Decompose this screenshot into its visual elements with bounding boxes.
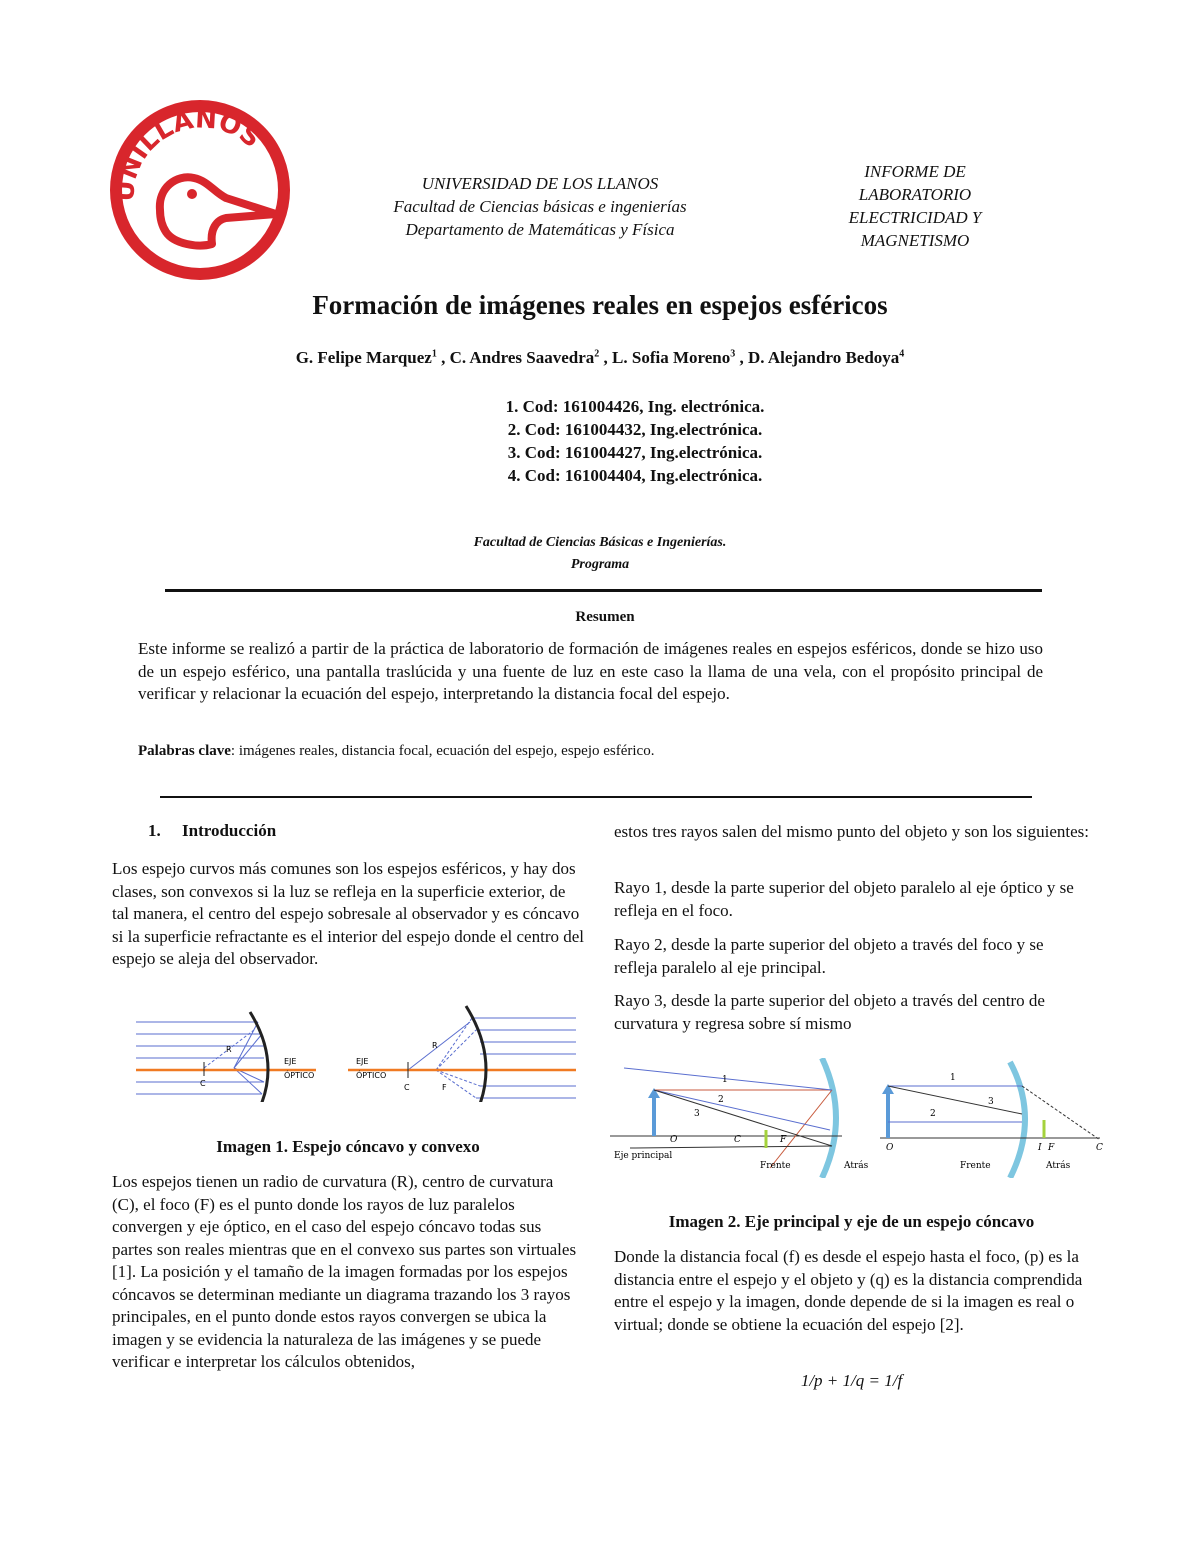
svg-text:ÓPTICO: ÓPTICO xyxy=(356,1071,387,1080)
code-line: 3. Cod: 161004427, Ing.electrónica. xyxy=(507,443,763,462)
mirror-equation: 1/p + 1/q = 1/f xyxy=(800,1371,903,1390)
logo-text: UNILLANOS xyxy=(110,104,267,203)
divider xyxy=(165,589,1042,592)
svg-text:O: O xyxy=(670,1135,678,1145)
svg-text:C: C xyxy=(404,1083,410,1092)
svg-text:C: C xyxy=(200,1079,206,1088)
unillanos-logo xyxy=(108,98,292,282)
svg-text:3: 3 xyxy=(694,1109,700,1119)
author: C. Andres Saavedra xyxy=(449,348,595,367)
intro-paragraph: Los espejo curvos más comunes son los espejos esféricos, y hay dos clases, son convexos si la luz se refleja en la superficie exterior, de tal manera, el centro del espejo sobresale al observador y es cóncavo si la superficie refractante es el interior del espejo donde el centro del espejo se aleja del observador. xyxy=(112,859,585,968)
keywords xyxy=(138,743,1043,760)
code-line: 2. Cod: 161004432, Ing.electrónica. xyxy=(507,420,763,439)
svg-text:F: F xyxy=(1048,1143,1055,1153)
svg-text:F: F xyxy=(442,1083,447,1092)
author: D. Alejandro Bedoya xyxy=(748,348,900,367)
svg-text:R: R xyxy=(432,1041,438,1050)
figure-principal-axis xyxy=(610,1058,1110,1178)
svg-text:2: 2 xyxy=(718,1095,724,1105)
authors-line: G. Felipe Marquez$^1$ , C. Andres Saavedra$^2$ , L. Sofia Moreno$^3$ , D. Alejandro Bedoya$^4$ xyxy=(295,348,905,367)
university-name: UNIVERSIDAD DE LOS LLANOS xyxy=(421,174,659,193)
svg-text:O: O xyxy=(886,1143,894,1153)
ray2-description: Rayo 2, desde la parte superior del objeto a través del foco y se refleja paralelo al eje principal. xyxy=(614,935,1044,977)
report-type: INFORME DE LABORATORIO ELECTRICIDAD Y MAGNETISMO xyxy=(848,162,982,250)
department-name: Departamento de Matemáticas y Física xyxy=(405,220,675,239)
author: G. Felipe Marquez xyxy=(295,348,432,367)
svg-text:F: F xyxy=(780,1135,787,1145)
figure2-caption: Imagen 2. Eje principal y eje de un espejo cóncavo xyxy=(668,1212,1035,1231)
faculty-line: Facultad de Ciencias Básicas e Ingenierías. xyxy=(473,535,727,550)
ray3-description: Rayo 3, desde la parte superior del objeto a través del centro de curvatura y regresa sobre sí mismo xyxy=(614,991,1045,1033)
figure-concave-convex xyxy=(136,1002,576,1102)
divider xyxy=(160,796,1032,798)
svg-text:Atrás: Atrás xyxy=(844,1161,869,1171)
svg-text:1: 1 xyxy=(722,1075,728,1085)
faculty-name: Facultad de Ciencias básicas e ingenierías xyxy=(393,197,687,216)
svg-text:Frente: Frente xyxy=(960,1161,991,1171)
paragraph: estos tres rayos salen del mismo punto del objeto y son los siguientes: xyxy=(614,822,1090,841)
paragraph: Donde la distancia focal (f) es desde el espejo hasta el foco, (p) es la distancia entre el espejo y el objeto y (q) es la distancia comprendida entre el espejo y la imagen, donde depende de si la imagen es real o virtual; donde se obtiene la ecuación del espejo [2]. xyxy=(614,1247,1083,1334)
author-codes xyxy=(0,395,1200,487)
svg-text:2: 2 xyxy=(930,1109,936,1119)
svg-text:R: R xyxy=(226,1045,232,1054)
program-line: Programa xyxy=(570,557,630,572)
svg-text:EJE: EJE xyxy=(284,1057,297,1066)
abstract-heading: Resumen xyxy=(575,609,635,625)
svg-text:Frente: Frente xyxy=(760,1161,791,1171)
ray1-description: Rayo 1, desde la parte superior del objeto paralelo al eje óptico y se refleja en el foco. xyxy=(614,878,1074,920)
section-heading: 1. Introducción xyxy=(148,821,277,840)
keywords-list: : imágenes reales, distancia focal, ecuación del espejo, espejo esférico. xyxy=(230,743,655,759)
svg-text:C: C xyxy=(734,1135,741,1145)
svg-text:1: 1 xyxy=(950,1073,956,1083)
svg-text:Eje principal: Eje principal xyxy=(614,1151,673,1161)
svg-text:I: I xyxy=(1038,1143,1042,1153)
svg-text:Atrás: Atrás xyxy=(1046,1161,1071,1171)
paragraph: Los espejos tienen un radio de curvatura (R), centro de curvatura (C), el foco (F) es el punto donde los rayos de luz paralelos convergen y eje óptico, en el caso del espejo cóncavo todas sus partes son reales mientras que en el convexo sus partes son virtuales [1]. La posición y el tamaño de la imagen formadas por los espejos cóncavos se determinan mediante un diagrama trazando los 3 rayos principales, en el punto donde estos rayos convergen se ubica la imagen y se evidencia la naturaleza de las imágenes y se puede verificar e interpretar los cálculos obtenidos, xyxy=(112,1172,577,1371)
svg-text:UNILLANOS xyxy=(110,104,266,202)
paper-title: Formación de imágenes reales en espejos esféricos xyxy=(312,290,888,320)
faculty-program xyxy=(0,532,1200,576)
abstract-text: Este informe se realizó a partir de la práctica de laboratorio de formación de imágenes reales en espejos esféricos, donde se hizo uso de un espejo esférico, una pantalla traslúcida y una fuente de luz en este caso la llama de una vela, con el propósito principal de verificar y relacionar la ecuación del espejo, interpretando la distancia focal del espejo. xyxy=(138,639,1043,703)
code-line: 1. Cod: 161004426, Ing. electrónica. xyxy=(505,397,765,416)
keywords-label: Palabras clave xyxy=(138,743,231,759)
author: L. Sofia Moreno xyxy=(612,348,731,367)
svg-text:3: 3 xyxy=(988,1097,994,1107)
university-block xyxy=(340,172,740,241)
code-line: 4. Cod: 161004404, Ing.electrónica. xyxy=(507,466,763,485)
svg-text:C: C xyxy=(1096,1143,1103,1153)
svg-text:ÓPTICO: ÓPTICO xyxy=(284,1071,315,1080)
figure1-caption: Imagen 1. Espejo cóncavo y convexo xyxy=(216,1137,480,1156)
svg-text:EJE: EJE xyxy=(356,1057,369,1066)
